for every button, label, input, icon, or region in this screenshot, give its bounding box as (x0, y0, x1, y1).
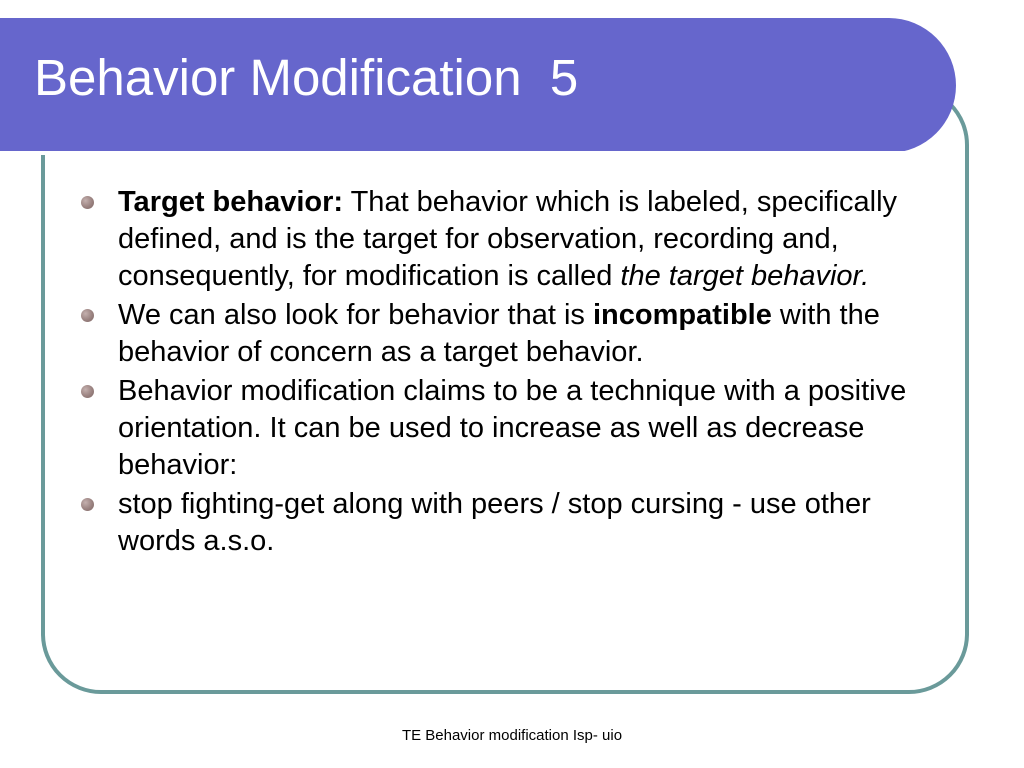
slide-title: Behavior Modification 5 (34, 49, 579, 106)
bullet-dot-icon (81, 196, 94, 209)
bullet-dot-icon (81, 385, 94, 398)
bullet-dot-icon (81, 498, 94, 511)
bullet-target-behavior (118, 184, 948, 295)
bullet-list (118, 184, 948, 562)
bullet-examples (118, 486, 948, 560)
bullet-text: Behavior modification claims to be a technique with a positive orientation. It can be used to increase as well as decrease behavior: (118, 375, 907, 481)
bullet-text: We can also look for behavior that is (118, 299, 593, 331)
bullet-dot-icon (81, 309, 94, 322)
bullet-text: That behavior which is labeled, specifically defined, and is the target for observation, recording and, consequently, for modification is called (118, 186, 898, 292)
bullet-emphasis: the target behavior. (620, 260, 870, 292)
bullet-positive-orientation (118, 373, 948, 484)
bullet-incompatible (118, 297, 948, 371)
title-underline (0, 151, 906, 155)
bullet-label: Target behavior: (118, 186, 344, 218)
bullet-text: with the behavior of concern as a target behavior. (118, 299, 880, 368)
bullet-strong: incompatible (593, 299, 772, 331)
slide-footer: TE Behavior modification Isp- uio (401, 727, 623, 744)
bullet-text: stop fighting-get along with peers / stop cursing - use other words a.s.o. (118, 488, 871, 557)
